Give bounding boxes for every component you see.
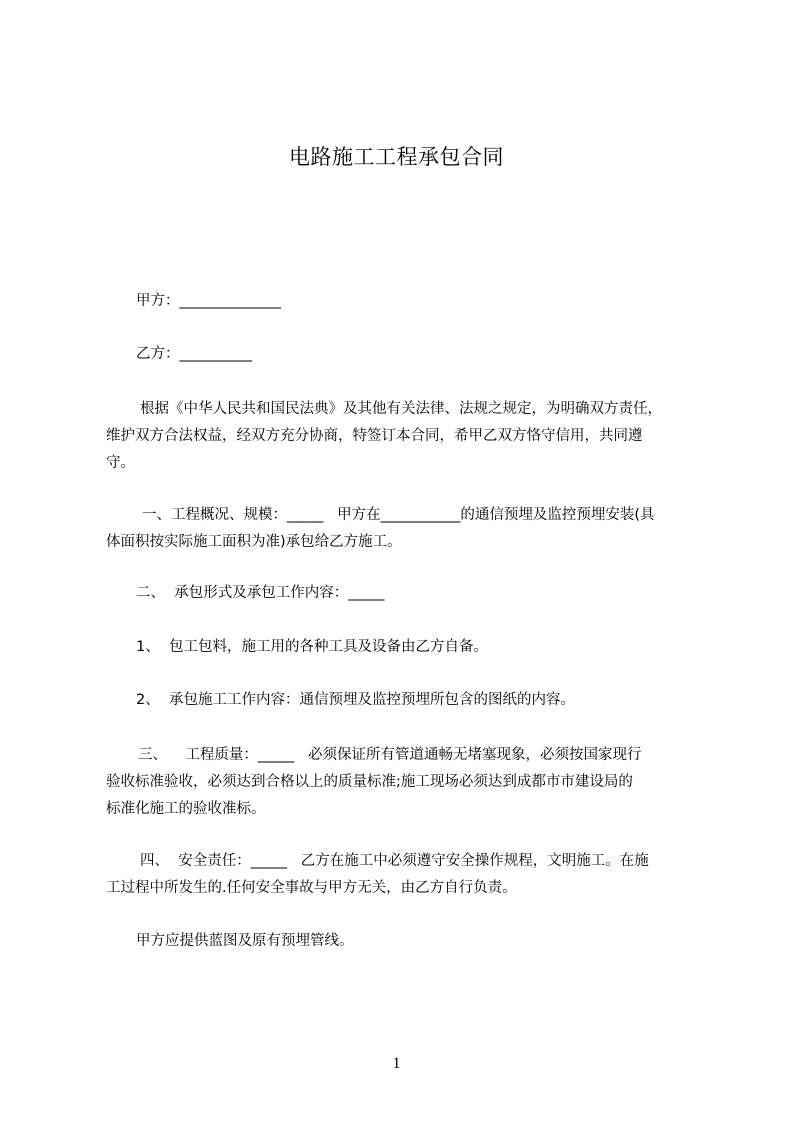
preamble-paragraph <box>106 396 726 477</box>
section-1-paragraph <box>106 502 726 556</box>
section-2-heading: 二、 承包形式及承包工作内容：_____ <box>136 585 385 601</box>
section-4-line: 工过程中所发生的.任何安全事故与甲方无关，由乙方自行负责。 <box>106 880 517 896</box>
preamble-line: 维护双方合法权益，经双方充分协商，特签订本合同，希甲乙双方恪守信用，共同遵 <box>106 428 643 444</box>
section-1-line: 体面积按实际施工面积为准)承包给乙方施工。 <box>106 534 402 550</box>
closing-line: 甲方应提供蓝图及原有预埋管线。 <box>136 933 354 949</box>
preamble-line: 根据《中华人民共和国民法典》及其他有关法律、法规之规定，为明确双方责任， <box>140 401 662 417</box>
section-3-line: 验收标准验收，必须达到合格以上的质量标准;施工现场必须达到成都市市建设局的 <box>106 774 633 790</box>
section-1-line: 一、工程概况、规模：_____ 甲方在___________的通信预埋及监控预埋安装(具 <box>142 507 655 523</box>
section-4-paragraph <box>106 848 726 902</box>
section-3-line: 三、 工程质量：_____ 必须保证所有管道通畅无堵塞现象，必须按国家现行 <box>138 747 642 763</box>
section-4-line: 四、 安全责任：_____ 乙方在施工中必须遵守安全操作规程，文明施工。在施 <box>140 853 649 869</box>
document-title: 电路施工工程承包合同 <box>289 145 504 169</box>
section-2-item-1: 1、 包工包料，施工用的各种工具及设备由乙方自备。 <box>136 639 488 655</box>
party-b-line: 乙方：__________ <box>136 346 252 362</box>
section-2-item-2: 2、 承包施工工作内容：通信预埋及监控预埋所包含的图纸的内容。 <box>136 692 575 708</box>
preamble-line: 守。 <box>106 455 135 471</box>
party-a-line: 甲方：______________ <box>136 293 281 309</box>
section-3-line: 标准化施工的验收准标。 <box>106 801 266 817</box>
section-3-paragraph <box>106 742 726 823</box>
page-number: 1 <box>392 1055 401 1072</box>
